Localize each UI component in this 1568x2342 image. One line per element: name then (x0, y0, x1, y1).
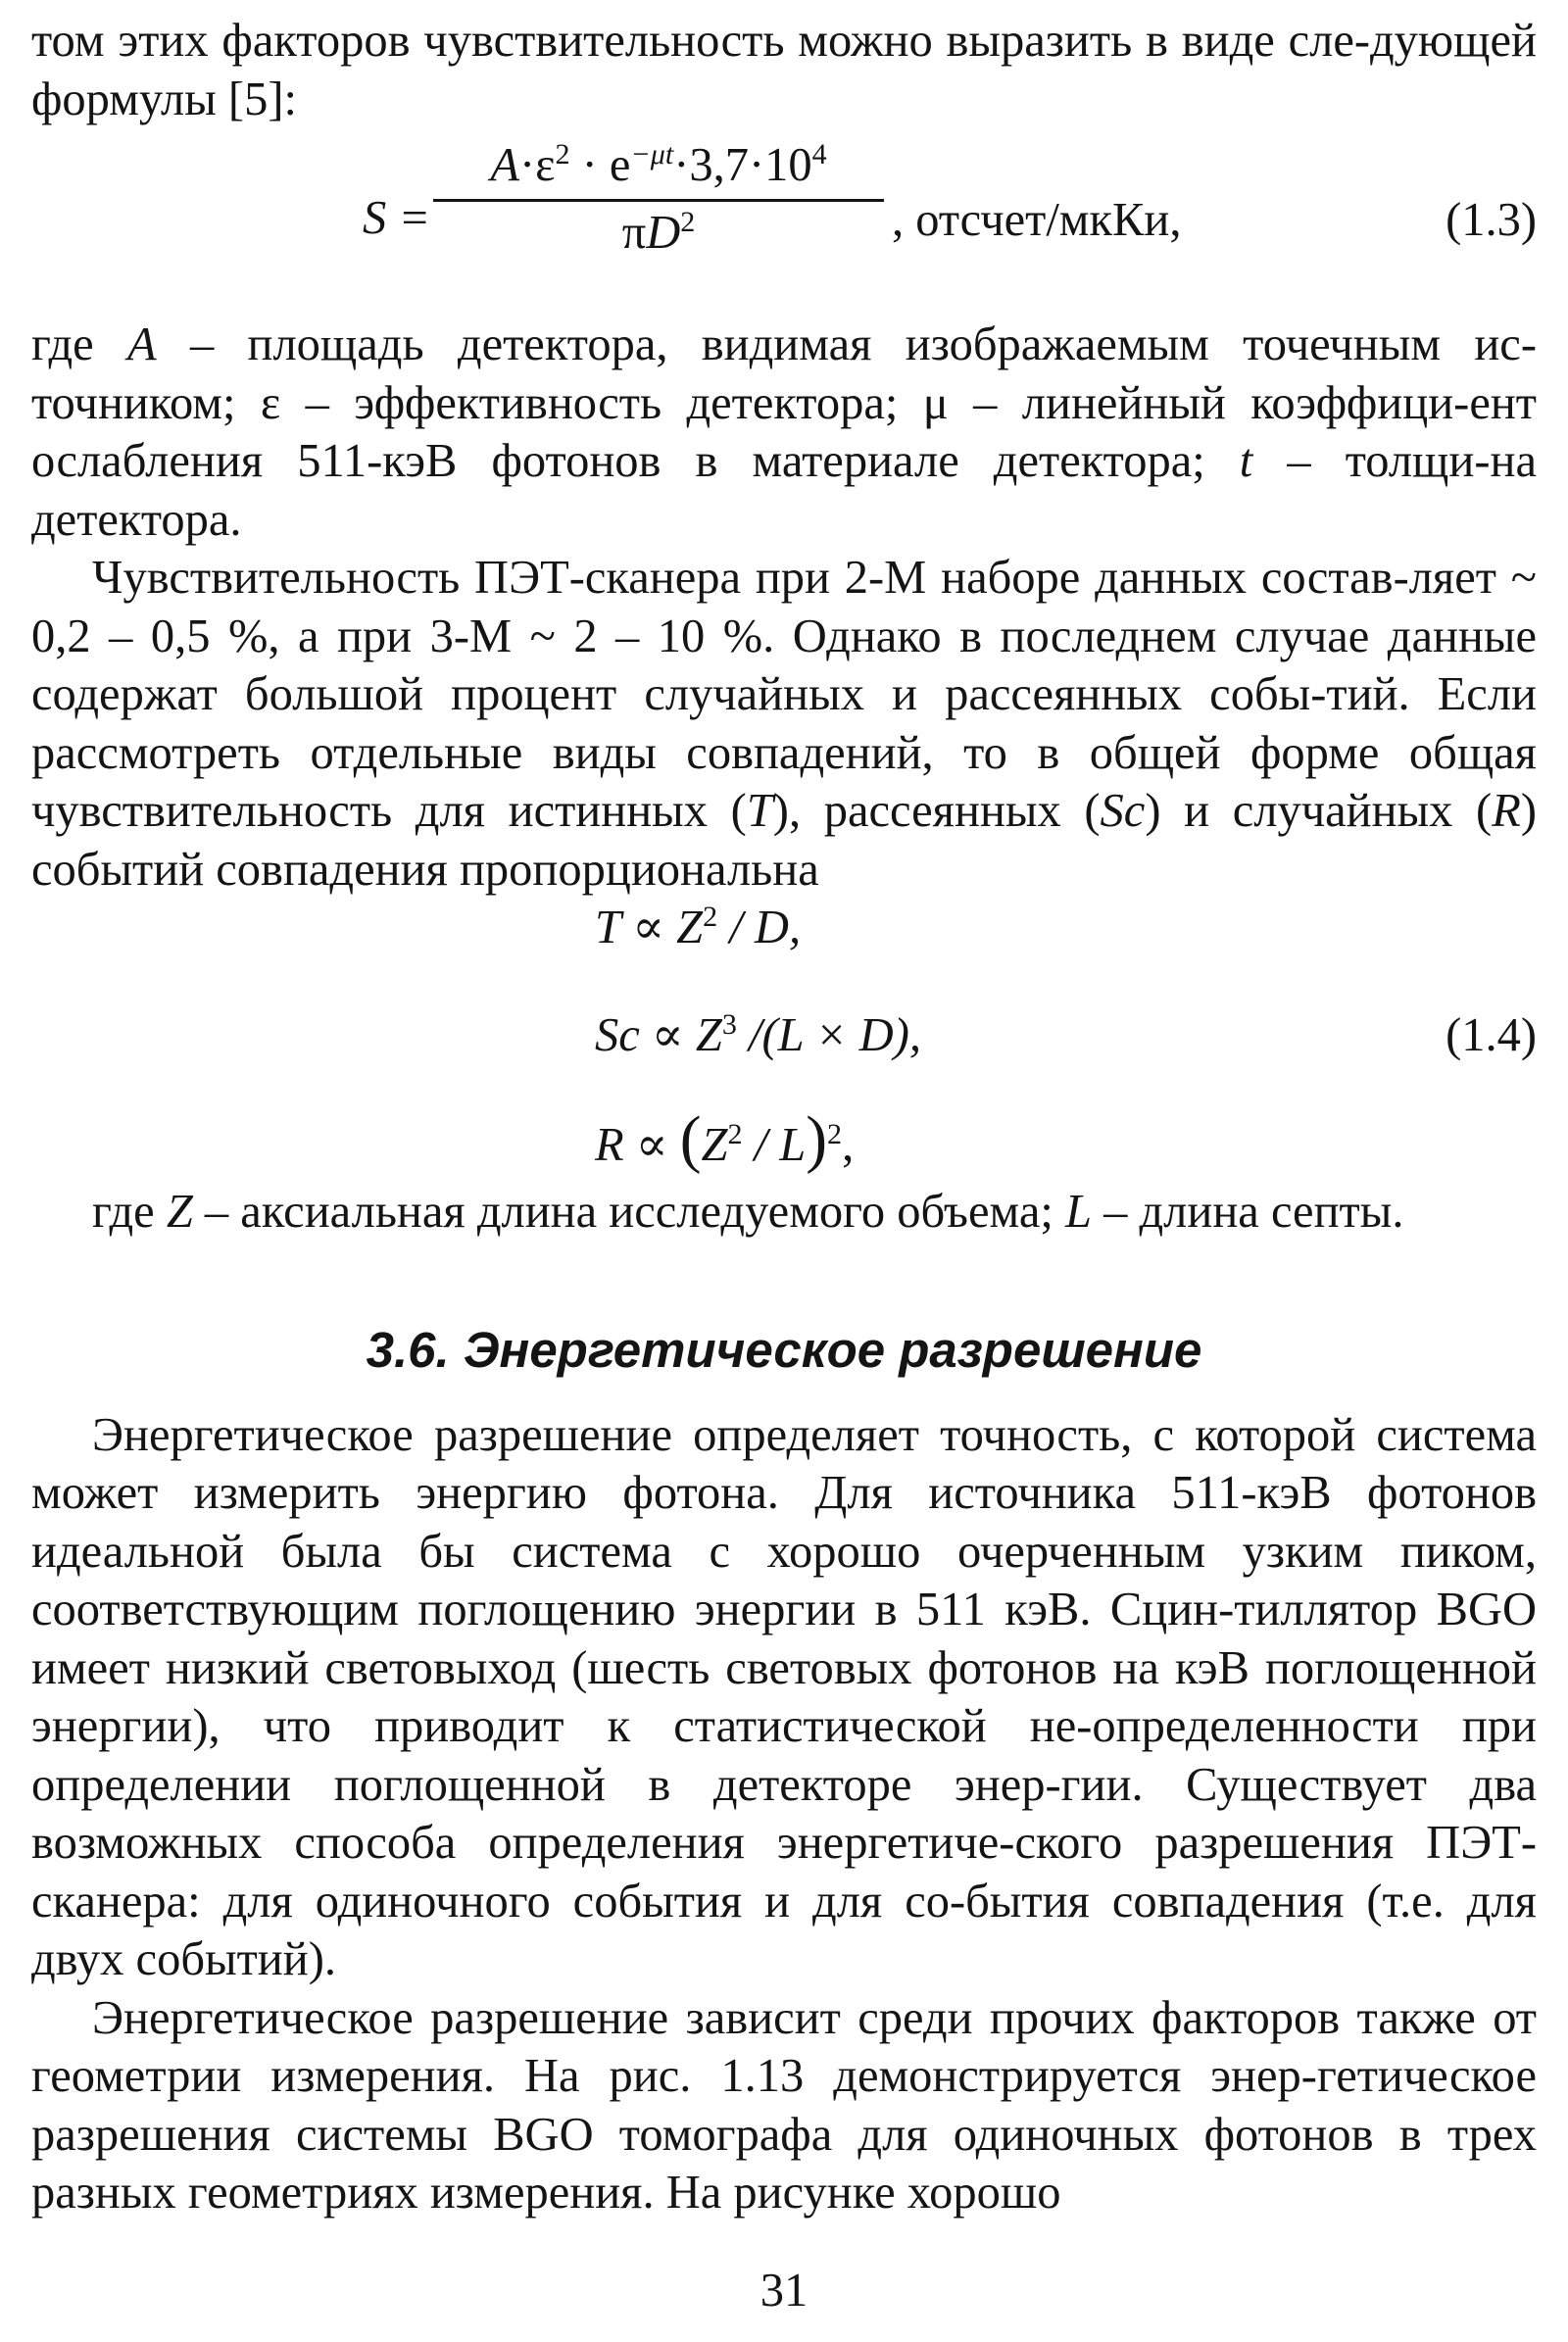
paragraph-intro: том этих факторов чувствительность можно выразить в виде сле-дующей формулы [5]: (31, 15, 1537, 125)
formula-1-3 (31, 130, 1537, 312)
formula-row-true: $T \propto Z^2 / D$, (595, 899, 802, 953)
formula-fraction (433, 130, 884, 265)
paragraph-sensitivity: Чувствительность ПЭТ-сканера при 2-М наборе данных состав-ляет ~ 0,2 – 0,5 %, а при 3-М ~ 2 – 10 %. Однако в последнем случае данные содержат большой процент случайных и рассеянных собы-тий. Если рассмотреть отдельные виды совпадений, то в общей форме общая чувствительность для истинных (T), рассеянных (Sc) и случайных (R) событий совпадения пропорциональна (31, 552, 1537, 896)
formula-1-4 (31, 899, 1537, 1183)
formula-lhs: S = (363, 192, 431, 244)
document-page (31, 12, 1537, 2332)
formula-denominator: $\pi D^2$ (621, 204, 696, 259)
formula-row-random: $R \propto (Z^2 / L)^2$, (595, 1104, 855, 1175)
formula-number: (1.3) (1446, 194, 1537, 246)
paragraph-energy-resolution: Энергетическое разрешение определяет точность, с которой система может измерить энергию фотона. Для источника 511-кэВ фотонов идеальной была бы система с хорошо очерченным узким пиком, соответствующим поглощению энергии в 511 кэВ. Сцин-тиллятор BGO имеет низкий световыход (шесть световых фотонов на кэВ поглощенной энергии), что приводит к статистической не-определенности при определении поглощенной в детекторе энер-гии. Существует два возможных способа определения энергетиче-ского разрешения ПЭТ-сканера: для одиночного события и для со-бытия совпадения (т.е. для двух событий). (31, 1408, 1537, 1985)
paragraph-geometry: Энергетическое разрешение зависит среди прочих факторов также от геометрии измерения. На рис. 1.13 демонстрируется энер-гетическое разрешения системы BGO томографа для одиночных фотонов в трех разных геометриях измерения. На рисунке хорошо (31, 1991, 1537, 2219)
paragraph-where-Z: где Z – аксиальная длина исследуемого объема; L – длина септы. (92, 1186, 1404, 1238)
page-number: 31 (760, 2265, 808, 2317)
paragraph-where-A: где A – площадь детектора, видимая изображаемым точечным ис-точником; ε – эффективность детектора; μ – линейный коэффици-ент ослабления 511-кэВ фотонов в материале детектора; t – толщи-на детектора. (31, 318, 1537, 546)
section-heading: 3.6. Энергетическое разрешение (366, 1321, 1202, 1378)
formula-numerator: $A\cdot\varepsilon^2 \cdot e^{-\mu t}\cdot 3,7\cdot 10^4$ (490, 136, 827, 191)
formula-unit: , отсчет/мкКи, (892, 194, 1182, 246)
formula-row-scatter: $Sc \propto Z^3$ /(L × D), (595, 1006, 921, 1061)
formula-number: (1.4) (1446, 1009, 1537, 1061)
